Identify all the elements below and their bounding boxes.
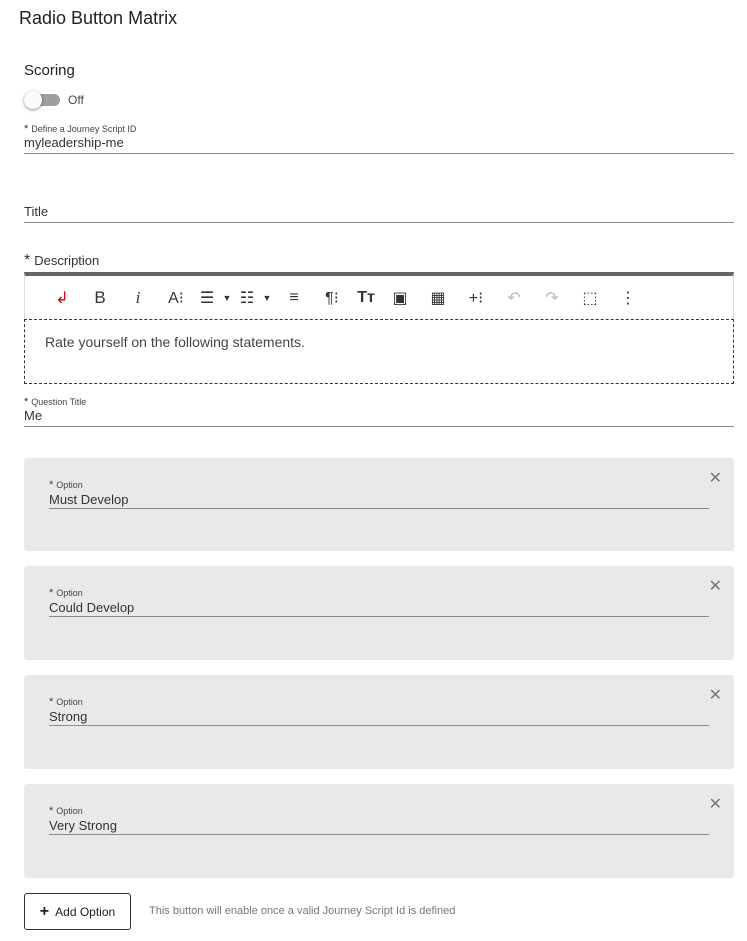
option-input[interactable]: Strong	[49, 709, 88, 724]
unordered-list-icon[interactable]: ☷	[239, 289, 255, 307]
editor-toolbar	[24, 272, 734, 319]
option-input[interactable]: Could Develop	[49, 600, 135, 615]
paragraph-format-icon[interactable]: ¶⁝	[325, 289, 339, 307]
option-field[interactable]	[49, 697, 709, 726]
journey-script-id-label: * Define a Journey Script ID	[24, 123, 137, 135]
remove-option-icon[interactable]: ✕	[708, 470, 722, 487]
option-input[interactable]: Must Develop	[49, 492, 129, 507]
option-input[interactable]: Very Strong	[49, 818, 117, 833]
more-options-icon[interactable]: ⋮	[620, 289, 636, 307]
toggle-knob	[24, 91, 42, 109]
ordered-list-dropdown-icon[interactable]: ▼	[222, 292, 232, 303]
ordered-list-icon[interactable]: ☰	[199, 289, 215, 307]
select-all-icon[interactable]: ⬚	[582, 289, 598, 307]
remove-option-icon[interactable]: ✕	[708, 687, 722, 704]
option-card	[24, 458, 734, 551]
plus-icon: +	[39, 902, 50, 920]
add-option-button[interactable]	[24, 893, 131, 930]
journey-script-id-field[interactable]	[24, 124, 734, 154]
align-icon[interactable]: ≡	[289, 288, 299, 306]
option-card	[24, 566, 734, 660]
scoring-label: Scoring	[24, 62, 75, 79]
journey-script-id-input[interactable]: myleadership-me	[24, 135, 124, 150]
insert-table-icon[interactable]: ▦	[430, 289, 446, 307]
title-input-label[interactable]: Title	[24, 204, 49, 219]
title-field[interactable]	[24, 204, 734, 223]
question-title-input[interactable]: Me	[24, 408, 43, 423]
option-label: * Option	[49, 696, 83, 708]
option-label: * Option	[49, 479, 83, 491]
insert-image-icon[interactable]: ▣	[392, 289, 408, 307]
question-title-label: * Question Title	[24, 396, 87, 408]
remove-option-icon[interactable]: ✕	[708, 578, 722, 595]
redo-icon[interactable]: ↷	[545, 289, 559, 307]
bold-icon[interactable]: B	[94, 287, 106, 307]
option-field[interactable]	[49, 588, 709, 617]
insert-more-icon[interactable]: +⁝	[468, 289, 484, 307]
description-editor[interactable]	[24, 272, 734, 384]
text-style-icon[interactable]: Tт	[357, 288, 375, 306]
add-option-label: Add Option	[55, 904, 116, 919]
page-title: Radio Button Matrix	[19, 8, 178, 28]
option-label: * Option	[49, 587, 83, 599]
undo-return-icon[interactable]: ↲	[55, 289, 69, 307]
question-title-field[interactable]	[24, 397, 734, 427]
remove-option-icon[interactable]: ✕	[708, 796, 722, 813]
add-option-hint: This button will enable once a valid Journey Script Id is defined	[149, 905, 456, 917]
unordered-list-dropdown-icon[interactable]: ▼	[262, 292, 272, 303]
option-label: * Option	[49, 805, 83, 817]
scoring-toggle[interactable]	[24, 91, 60, 109]
description-content[interactable]: Rate yourself on the following statements.	[24, 319, 734, 384]
option-field[interactable]	[49, 806, 709, 835]
option-card	[24, 784, 734, 878]
font-size-icon[interactable]: A⁝	[168, 289, 184, 307]
description-label: * Description	[24, 252, 100, 269]
undo-icon[interactable]: ↶	[507, 289, 521, 307]
italic-icon[interactable]: i	[135, 287, 141, 307]
option-card	[24, 675, 734, 769]
option-field[interactable]	[49, 480, 709, 509]
scoring-toggle-state: Off	[68, 93, 84, 107]
